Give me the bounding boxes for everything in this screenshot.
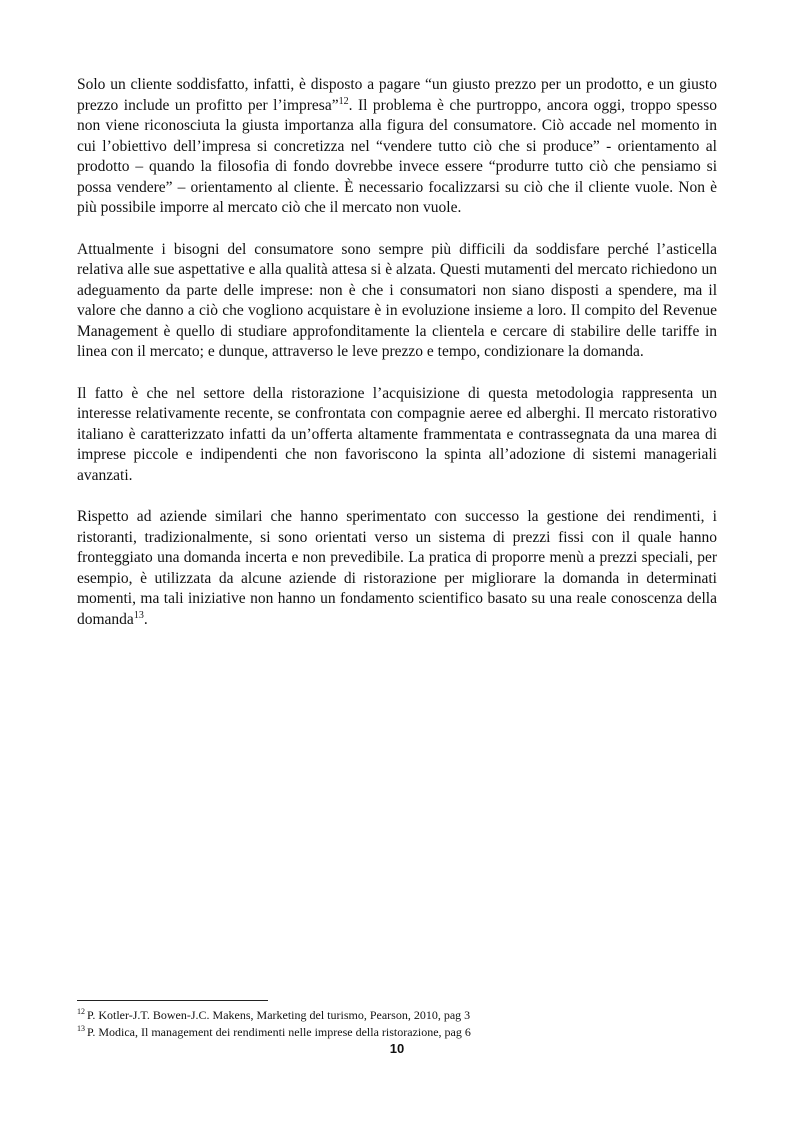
- paragraph-4-tail: .: [143, 610, 148, 628]
- page-number: 10: [389, 1041, 405, 1056]
- paragraph-4-text: Rispetto ad aziende similari che hanno sperimentato con successo la gestione dei rendimenti, i ristoranti, tradizionalmente, si sono orientati verso un sistema di prezzi fissi con il quale hanno fronteggiato una domanda incerta e non prevedibile. La pratica di proporre menù a prezzi speciali, per esempio, è utilizzata da alcune aziende di ristorazione per migliorare la domanda in determinati momenti, ma tali iniziative non hanno un fondamento scientifico basato su una reale conoscenza della domanda: [77, 508, 717, 628]
- footnote-text: P. Modica, Il management dei rendimenti nelle imprese della ristorazione, pag 6: [87, 1025, 471, 1039]
- footnote-separator: [77, 1000, 268, 1001]
- footnote-ref-13: 13: [133, 609, 144, 621]
- footnotes: [77, 1007, 717, 1041]
- paragraph-1-text: Solo un cliente soddisfatto, infatti, è disposto a pagare “un giusto prezzo per un prodotto, e un giusto prezzo include un profitto per l’impresa”: [77, 76, 717, 114]
- footnote-ref-12: 12: [338, 95, 349, 107]
- footnote-12: [77, 1007, 717, 1024]
- footnote-number: 13: [77, 1024, 85, 1033]
- paragraph-1: [77, 75, 717, 219]
- paragraph-1-tail: . Il problema è che purtroppo, ancora oggi, troppo spesso non viene riconosciuta la giusta importanza alla figura del consumatore. Ciò accade nel momento in cui l’obiettivo dell’impresa si concretizza nel “vendere tutto ciò che si produce” - orientamento al prodotto – quando la filosofia di fondo dovrebbe invece essere “produrre tutto ciò che pensiamo si possa vendere” – orientamento al cliente. È necessario focalizzarsi su ciò che il cliente vuole. Non è più possibile imporre al mercato ciò che il mercato non vuole.: [77, 96, 717, 216]
- body-text: [77, 75, 717, 651]
- paragraph-2: [77, 240, 717, 363]
- footnote-13: [77, 1024, 717, 1041]
- paragraph-4: [77, 507, 717, 630]
- paragraph-3: [77, 384, 717, 487]
- footnote-text: P. Kotler-J.T. Bowen-J.C. Makens, Marketing del turismo, Pearson, 2010, pag 3: [87, 1008, 471, 1022]
- paragraph-3-text: Il fatto è che nel settore della ristorazione l’acquisizione di questa metodologia rappresenta un interesse relativamente recente, se confrontata con compagnie aeree ed alberghi. Il mercato ristorativo italiano è caratterizzato infatti da un’offerta altamente frammentata e contrassegnata da una marea di imprese piccole e indipendenti che non favoriscono la spinta all’adozione di sistemi manageriali avanzati.: [77, 384, 717, 484]
- paragraph-2-text: Attualmente i bisogni del consumatore sono sempre più difficili da soddisfare perché l’asticella relativa alle sue aspettative e alla qualità attesa si è alzata. Questi mutamenti del mercato richiedono un adeguamento da parte delle imprese: non è che i consumatori non siano disposti a spendere, ma il valore che danno a ciò che vogliono acquistare è in evoluzione insieme a loro. Il compito del Revenue Management è quello di studiare approfonditamente la clientela e cercare di stabilire delle tariffe in linea con il mercato; e dunque, attraverso le leve prezzo e tempo, condizionare la domanda.: [77, 240, 717, 360]
- footnote-number: 12: [77, 1007, 85, 1016]
